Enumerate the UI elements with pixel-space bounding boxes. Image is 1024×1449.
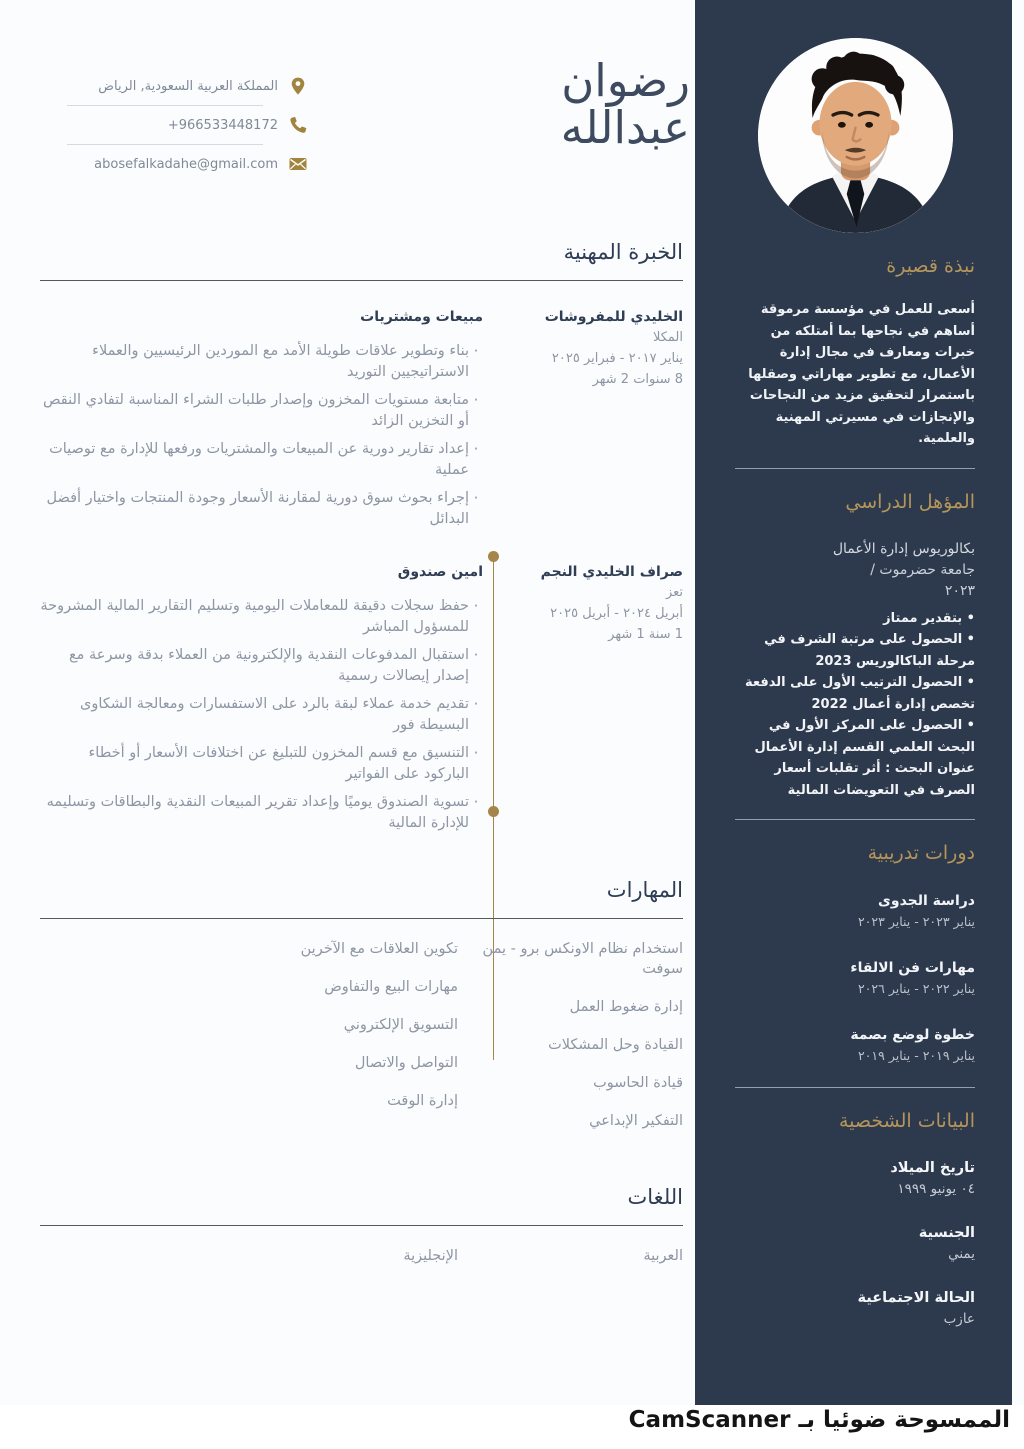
personal-value: عازب xyxy=(943,1311,975,1327)
job-duration: 8 سنوات 2 شهر xyxy=(592,372,683,387)
job-role: امين صندوق xyxy=(397,564,483,580)
contact-block xyxy=(40,70,308,180)
summary-text: أسعى للعمل في مؤسسة مرموقة أساهم في نجاحها بما أمتلكه من خبرات ومعارف في مجال إدارة الأعمال، مع تطوير مهاراتي وصقلها باستمرار لتحقيق مزيد من النجاحات والإنجازات في مسيرتي المهنية والعلمية. xyxy=(748,302,975,446)
course-name: خطوة لوضع بصمة xyxy=(850,1027,975,1043)
contact-row-location xyxy=(40,70,308,102)
graduation-year: ٢٠٢٣ xyxy=(944,582,975,599)
bullet-marker: · xyxy=(473,744,479,762)
job-dates: أبريل ٢٠٢٤ - أبريل ٢٠٢٥ xyxy=(550,606,683,621)
honor-item: • الحصول على المركز الأول في البحث العلمي القسم إدارة الأعمال عنوان البحث : أثر تقلبات أسعار الصرف في التعويضات المالية xyxy=(735,715,975,801)
sidebar-divider xyxy=(735,468,975,469)
contact-location-text: المملكة العربية السعودية, الرياض xyxy=(98,78,278,94)
job-info xyxy=(523,563,683,645)
education-title: المؤهل الدراسي xyxy=(845,490,975,513)
name-line-2: عبدالله xyxy=(560,100,690,154)
skill-item: إدارة الوقت xyxy=(387,1093,458,1109)
job-bullet xyxy=(40,488,483,530)
contact-row-phone xyxy=(40,109,308,141)
personal-item xyxy=(735,1158,975,1197)
location-pin-icon xyxy=(288,76,308,96)
job-info xyxy=(523,308,683,390)
course-dates: يناير ٢٠٢٢ - يناير ٢٠٢٦ xyxy=(857,981,975,996)
language-item: الإنجليزية xyxy=(403,1248,458,1264)
job-duration: 1 سنة 1 شهر xyxy=(608,627,683,642)
skill-item: تكوين العلاقات مع الآخرين xyxy=(300,941,458,957)
course-dates: يناير ٢٠٢٣ - يناير ٢٠٢٣ xyxy=(857,914,975,929)
bullet-marker: · xyxy=(473,391,479,409)
job-bullets xyxy=(40,341,483,530)
profile-photo xyxy=(758,38,953,233)
languages-section xyxy=(40,1185,683,1284)
bullet-text: متابعة مستويات المخزون وإصدار طلبات الشراء المناسبة لتفادي النقص أو التخزين الزائد xyxy=(43,392,469,429)
skills-columns xyxy=(40,939,683,1149)
personal-label: الجنسية xyxy=(918,1225,975,1241)
job-company: صراف الخليدي النجم xyxy=(540,564,683,580)
languages-section-title: اللغات xyxy=(627,1185,683,1209)
job-bullet xyxy=(40,645,483,687)
contact-phone-text: +966533448172 xyxy=(167,117,278,133)
personal-value: ٠٤ يونيو ١٩٩٩ xyxy=(897,1181,975,1197)
job-bullet xyxy=(40,743,483,785)
language-item: العربية xyxy=(643,1248,683,1264)
bullet-text: حفظ سجلات دقيقة للمعاملات اليومية وتسليم التقارير المالية المشروحة للمسؤول المباشر xyxy=(40,598,469,635)
person-portrait xyxy=(758,38,953,233)
skill-item: إدارة ضغوط العمل xyxy=(569,999,683,1015)
skills-column-left xyxy=(40,939,458,1149)
skill-item: القيادة وحل المشكلات xyxy=(548,1037,683,1053)
bullet-text: إجراء بحوث سوق دورية لمقارنة الأسعار وجودة المنتجات واختيار أفضل البدائل xyxy=(46,490,469,527)
contact-divider xyxy=(67,105,263,106)
contact-divider xyxy=(67,144,263,145)
honor-item: • الحصول الترتيب الأول على الدفعة تخصص إدارة أعمال 2022 xyxy=(735,672,975,715)
job-role: مبيعات ومشتريات xyxy=(360,309,483,325)
bullet-text: تقديم خدمة عملاء لبقة بالرد على الاستفسارات ومعالجة الشكاوى البسيطة فور xyxy=(79,696,469,733)
section-rule xyxy=(40,918,683,919)
job-location: تعز xyxy=(665,585,683,600)
bullet-text: إعداد تقارير دورية عن المبيعات والمشتريات ورفعها للإدارة مع توصيات عملية xyxy=(49,441,469,478)
degree-name: بكالوريوس إدارة الأعمال xyxy=(832,540,975,557)
bullet-text: تسوية الصندوق يوميًا وإعداد تقرير المبيعات النقدية والبطاقات وتسليمه للإدارة المالية xyxy=(46,794,469,831)
section-rule xyxy=(40,280,683,281)
language-column-right xyxy=(458,1246,683,1284)
courses-title: دورات تدريبية xyxy=(867,842,975,864)
job-bullet xyxy=(40,596,483,638)
honor-item: • بتقدير ممتاز xyxy=(735,608,975,630)
sidebar xyxy=(695,0,1012,1405)
language-column-left xyxy=(40,1246,458,1284)
sidebar-divider xyxy=(735,819,975,820)
skill-item: التفكير الإبداعي xyxy=(589,1113,683,1129)
skills-column-right xyxy=(458,939,683,1149)
bullet-marker: · xyxy=(473,489,479,507)
experience-section xyxy=(40,240,683,880)
education-degree-block xyxy=(735,539,975,602)
job-body xyxy=(40,563,483,841)
skill-item: قيادة الحاسوب xyxy=(593,1075,683,1091)
job-bullet xyxy=(40,792,483,834)
personal-label: الحالة الاجتماعية xyxy=(857,1290,975,1306)
section-rule xyxy=(40,1225,683,1226)
skill-item: التسويق الإلكتروني xyxy=(343,1017,458,1033)
bullet-marker: · xyxy=(473,646,479,664)
university-name: جامعة حضرموت / xyxy=(870,561,975,578)
honor-item: • الحصول على مرتبة الشرف في مرحلة الباكالوريس 2023 xyxy=(735,629,975,672)
bullet-marker: · xyxy=(473,342,479,360)
job-bullet xyxy=(40,439,483,481)
job-location: المكلا xyxy=(652,330,683,345)
skills-section xyxy=(40,878,683,1149)
course-dates: يناير ٢٠١٩ - يناير ٢٠١٩ xyxy=(857,1048,975,1063)
name-line-1: رضوان xyxy=(561,54,690,107)
skills-section-title: المهارات xyxy=(606,878,683,902)
course-name: مهارات فن الالقاء xyxy=(850,960,975,976)
job-bullet xyxy=(40,390,483,432)
languages-columns xyxy=(40,1246,683,1284)
bullet-text: بناء وتطوير علاقات طويلة الأمد مع الموردين الرئيسيين والعملاء الاستراتيجيين التوريد xyxy=(92,343,469,380)
candidate-name xyxy=(530,54,690,154)
timeline-dot xyxy=(488,806,499,817)
contact-row-email xyxy=(40,148,308,180)
job-company: الخليدي للمفروشات xyxy=(544,309,683,325)
bullet-marker: · xyxy=(473,695,479,713)
personal-label: تاريخ الميلاد xyxy=(890,1160,975,1176)
bullet-text: استقبال المدفوعات النقدية والإلكترونية من العملاء بدقة وسرعة مع إصدار إيصالات رسمية xyxy=(68,647,469,684)
course-name: دراسة الجدوى xyxy=(878,893,975,909)
personal-item xyxy=(735,1288,975,1327)
personal-item xyxy=(735,1223,975,1262)
bullet-text: التنسيق مع قسم المخزون للتبليغ عن اختلافات الأسعار أو أخطاء الباركود على الفواتير xyxy=(88,745,469,782)
skill-item: التواصل والاتصال xyxy=(354,1055,458,1071)
course-item xyxy=(735,892,975,929)
job-bullet xyxy=(40,694,483,736)
envelope-icon xyxy=(288,154,308,174)
skill-item: مهارات البيع والتفاوض xyxy=(324,979,458,995)
camscanner-watermark: الممسوحة ضوئيا بـ CamScanner xyxy=(628,1407,1010,1433)
job-dates: يناير ٢٠١٧ - فبراير ٢٠٢٥ xyxy=(551,351,683,366)
skill-item: استخدام نظام الاونكس برو - يمن سوفت xyxy=(482,941,683,977)
sidebar-divider xyxy=(735,1087,975,1088)
timeline-dot xyxy=(488,551,499,562)
phone-icon xyxy=(288,115,308,135)
personal-title: البيانات الشخصية xyxy=(838,1110,975,1132)
bullet-marker: · xyxy=(473,440,479,458)
job-bullets xyxy=(40,596,483,834)
education-honors xyxy=(735,608,975,802)
job-body xyxy=(40,308,483,537)
experience-section-title: الخبرة المهنية xyxy=(563,240,683,264)
course-item xyxy=(735,1026,975,1063)
contact-email-text: abosefalkadahe@gmail.com xyxy=(94,156,278,172)
summary-title: نبذة قصيرة xyxy=(886,255,975,277)
course-item xyxy=(735,959,975,996)
bullet-marker: · xyxy=(473,793,479,811)
bullet-marker: · xyxy=(473,597,479,615)
job-bullet xyxy=(40,341,483,383)
personal-value: يمني xyxy=(948,1246,975,1262)
